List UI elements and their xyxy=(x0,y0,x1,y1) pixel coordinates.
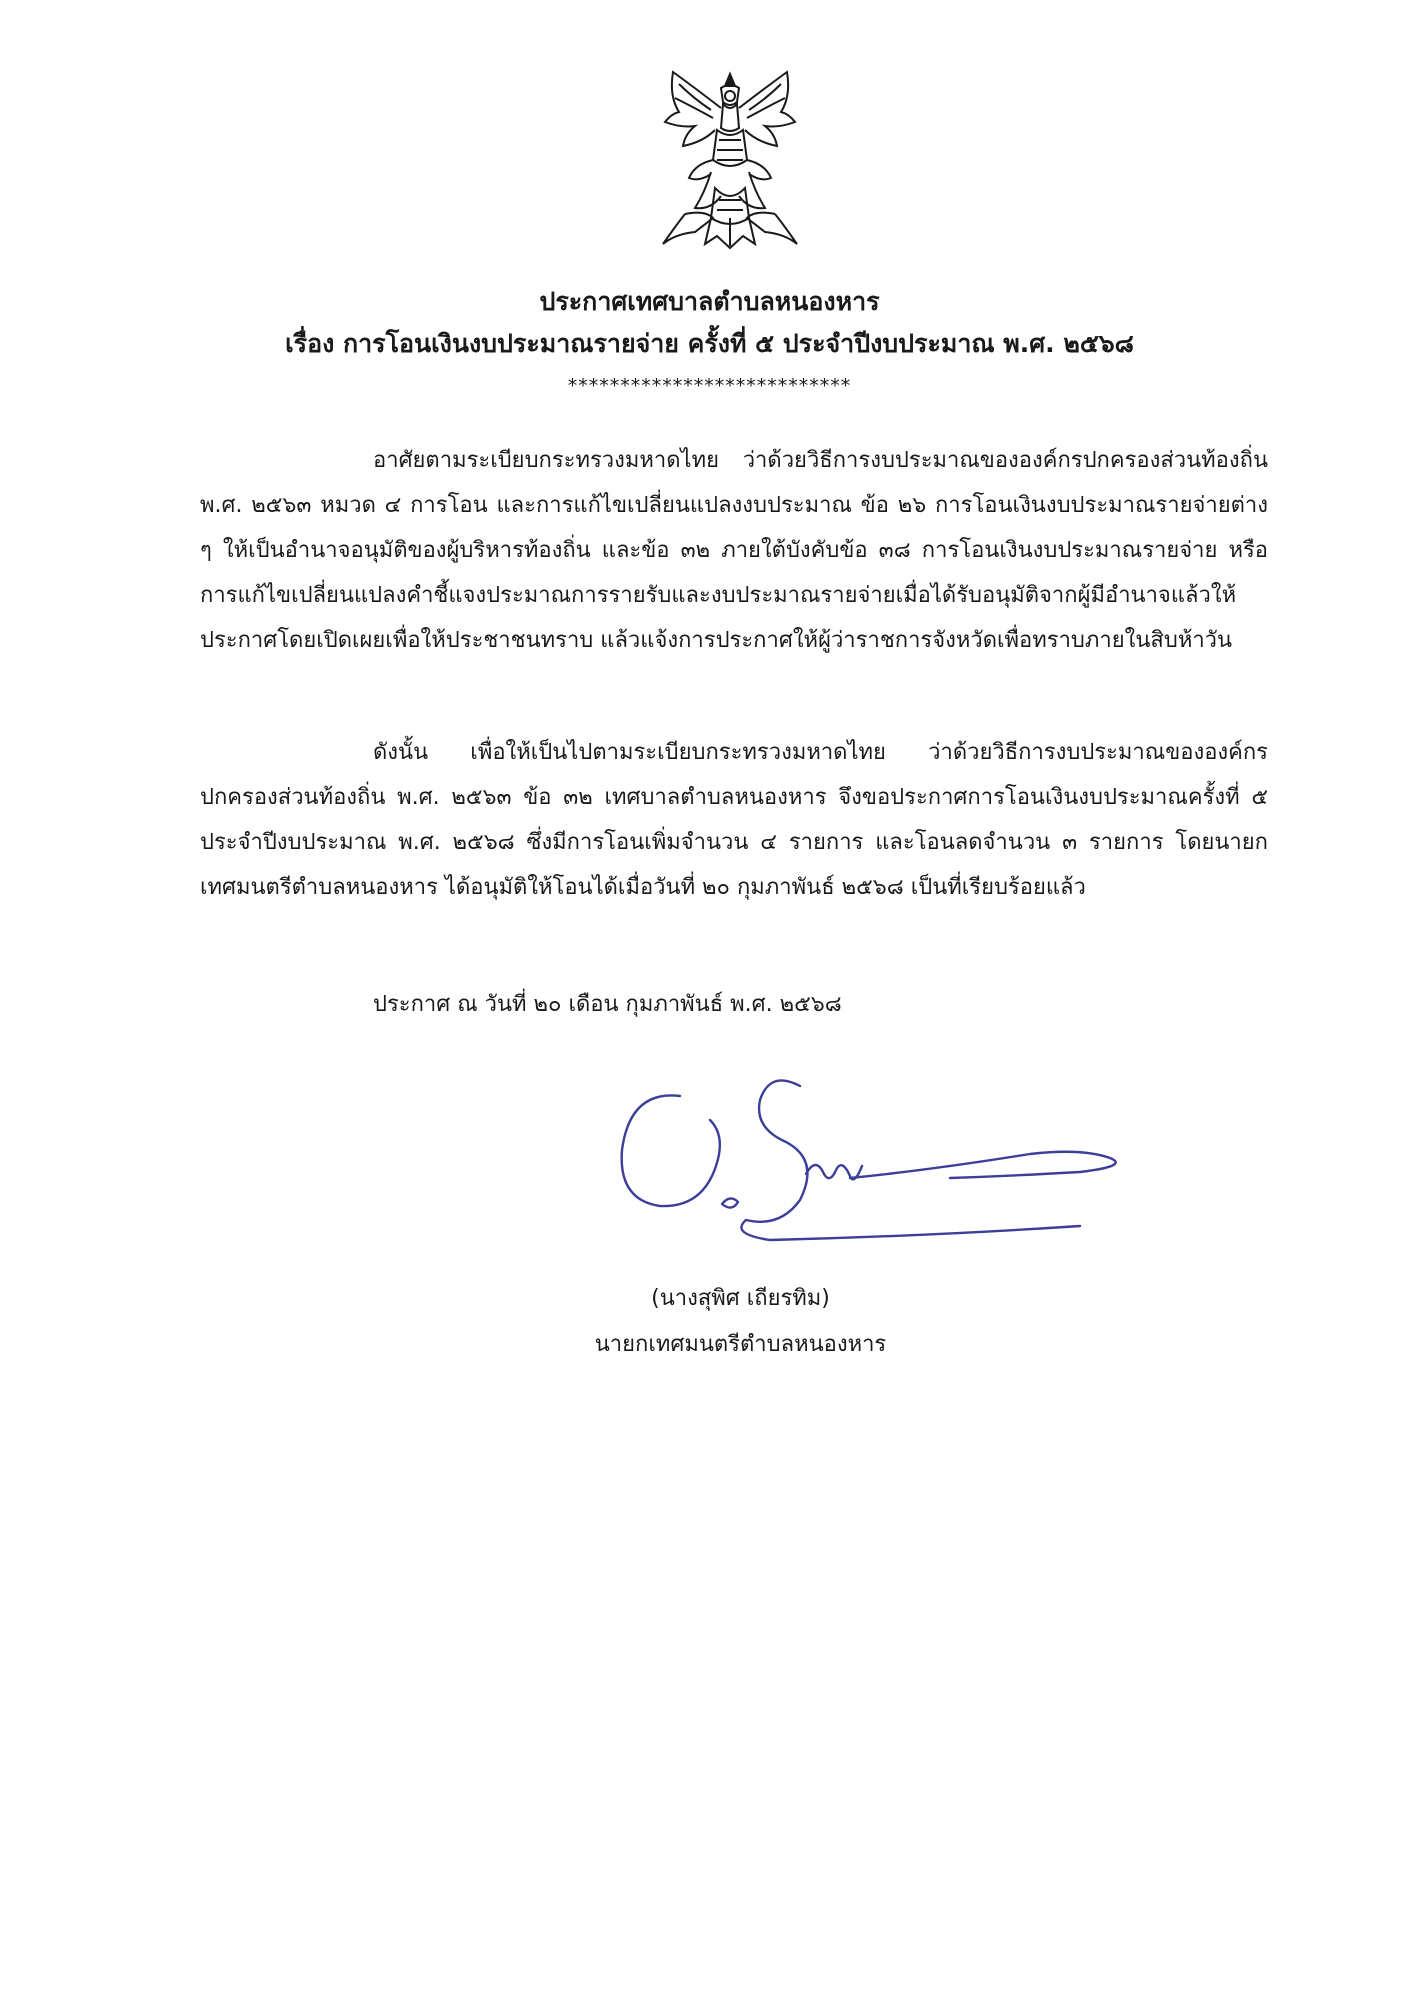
announcement-title: ประกาศเทศบาลตำบลหนองหาร xyxy=(539,287,880,316)
title-separator: *************************** xyxy=(567,375,852,397)
signatory-position: นายกเทศมนตรีตำบลหนองหาร xyxy=(594,1332,887,1357)
announcement-subject: เรื่อง การโอนเงินงบประมาณรายจ่าย ครั้งที่ ๕ ประจำปีงบประมาณ พ.ศ. ๒๕๖๘ xyxy=(285,329,1134,358)
handwritten-signature xyxy=(610,1050,1170,1250)
body-paragraph-1: อาศัยตามระเบียบกระทรวงมหาดไทย ว่าด้วยวิธีการงบประมาณขององค์กรปกครองส่วนท้องถิ่น พ.ศ. ๒๕๖๓ หมวด ๔ การโอน และการแก้ไขเปลี่ยนแปลงงบประมาณ ข้อ ๒๖ การโอนเงินงบประมาณรายจ่ายต่าง ๆ ให้เป็นอำนาจอนุมัติของผู้บริหารท้องถิ่น และข้อ ๓๒ ภายใต้บังคับข้อ ๓๘ การโอนเงินงบประมาณรายจ่าย หรือการแก้ไขเปลี่ยนแปลงคำชี้แจงประมาณการรายรับและงบประมาณรายจ่ายเมื่อได้รับอนุมัติจากผู้มีอำนาจแล้วให้ประกาศโดยเปิดเผยเพื่อให้ประชาชนทราบ แล้วแจ้งการประกาศให้ผู้ว่าราชการจังหวัดเพื่อทราบภายในสิบห้าวัน xyxy=(200,448,1268,653)
body-paragraph-2: ดังนั้น เพื่อให้เป็นไปตามระเบียบกระทรวงมหาดไทย ว่าด้วยวิธีการงบประมาณขององค์กรปกครองส่วนท้องถิ่น พ.ศ. ๒๕๖๓ ข้อ ๓๒ เทศบาลตำบลหนองหาร จึงขอประกาศการโอนเงินงบประมาณครั้งที่ ๕ ประจำปีงบประมาณ พ.ศ. ๒๕๖๘ ซึ่งมีการโอนเพิ่มจำนวน ๔ รายการ และโอนลดจำนวน ๓ รายการ โดยนายกเทศมนตรีตำบลหนองหาร ได้อนุมัติให้โอนได้เมื่อวันที่ ๒๐ กุมภาพันธ์ ๒๕๖๘ เป็นที่เรียบร้อยแล้ว xyxy=(200,740,1268,900)
signatory-name: (นางสุพิศ เถียรทิม) xyxy=(651,1286,830,1311)
garuda-emblem-icon xyxy=(655,68,805,253)
announcement-date: ประกาศ ณ วันที่ ๒๐ เดือน กุมภาพันธ์ พ.ศ. ๒๕๖๘ xyxy=(373,992,842,1017)
